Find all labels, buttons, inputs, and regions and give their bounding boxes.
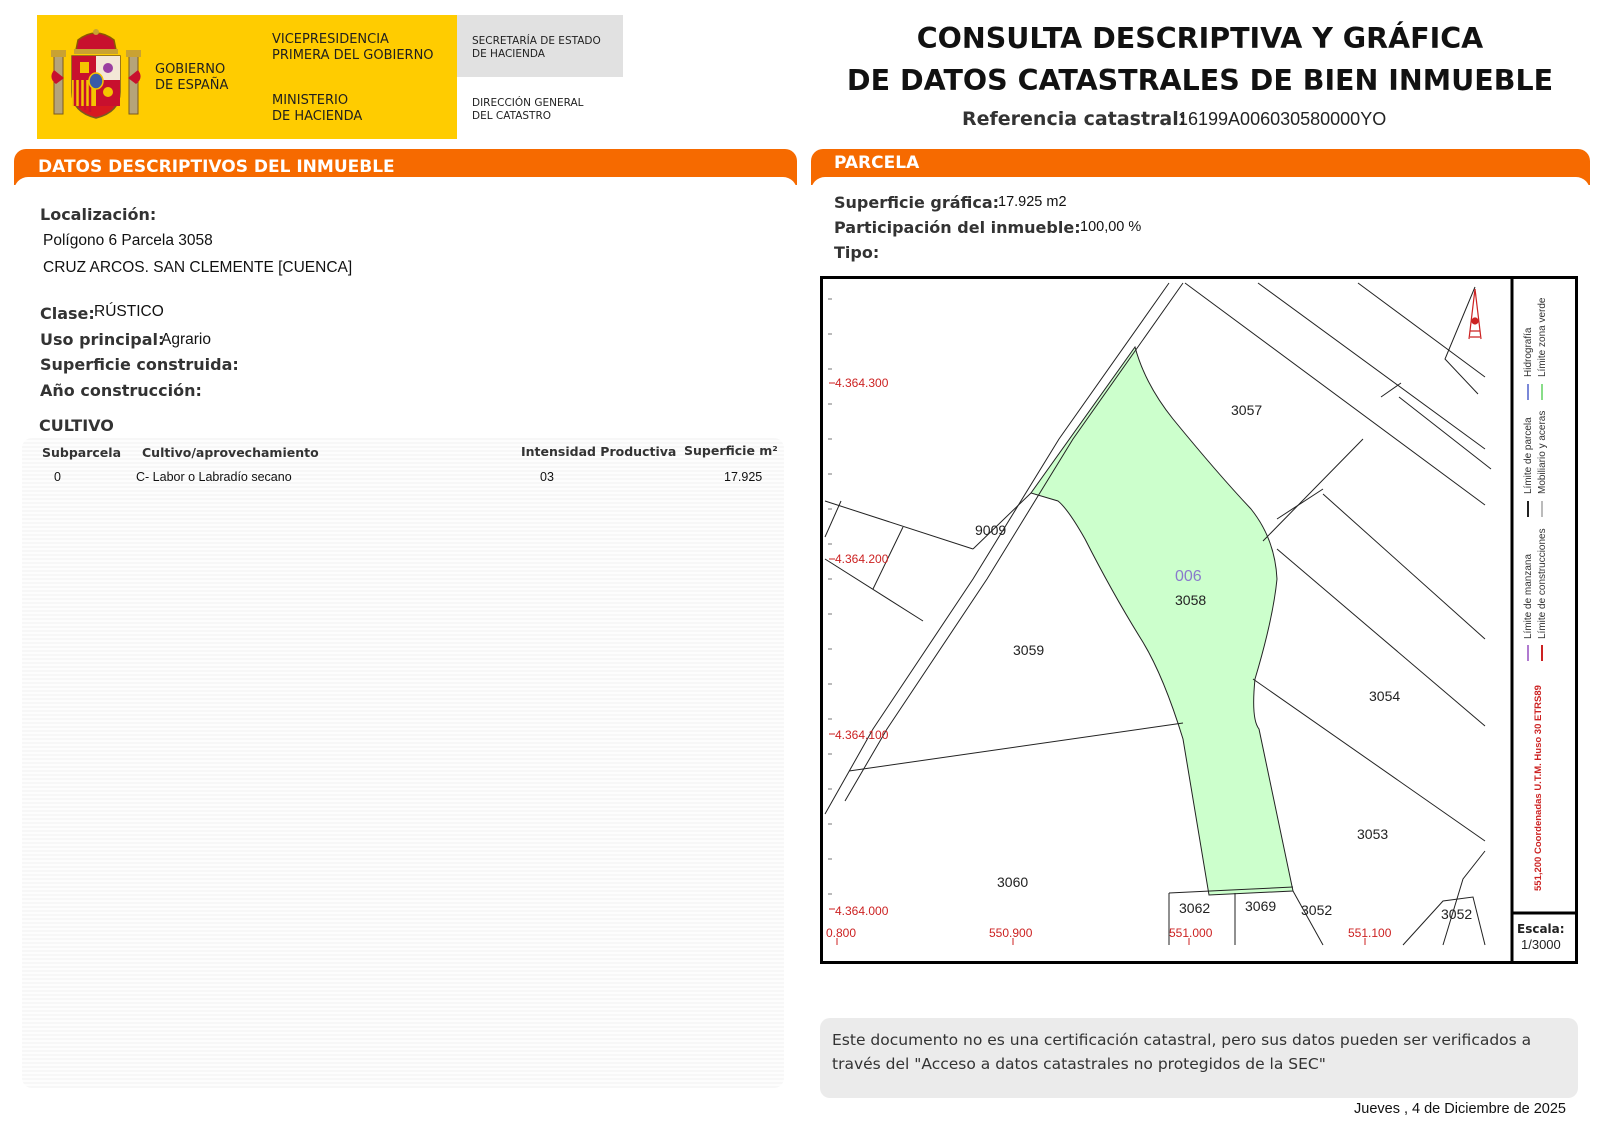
legend-zona-verde: Límite zona verde — [1537, 297, 1548, 377]
y-coord-label: 4.364.100 — [835, 728, 889, 742]
parcel-label: 3060 — [997, 874, 1029, 890]
participacion-label: Participación del inmueble: — [834, 218, 1081, 237]
gobierno-espana-text: GOBIERNO DE ESPAÑA — [155, 62, 229, 94]
secretaria-text: SECRETARÍA DE ESTADO DE HACIENDA — [472, 35, 601, 61]
table-header-intensidad: Intensidad Productiva — [521, 444, 677, 459]
table-cell-subparcela: 0 — [54, 470, 61, 484]
localizacion-line2: CRUZ ARCOS. SAN CLEMENTE [CUENCA] — [43, 259, 353, 276]
uso-value: Agrario — [161, 331, 211, 348]
table-header-superficie: Superficie m² — [684, 443, 778, 458]
y-coord-label: 4.364.000 — [835, 904, 889, 918]
parcel-3058-shape — [1031, 347, 1293, 895]
parcel-code: 006 — [1175, 568, 1202, 585]
disclaimer-notice: Este documento no es una certificación catastral, pero sus datos pueden ser verificados a través del "Acceso a datos catastrales no protegidos de la SEC" — [820, 1018, 1578, 1098]
parcel-label: 3053 — [1357, 826, 1389, 842]
superficie-grafica-value: 17.925 m2 — [998, 194, 1067, 210]
parcel-label: 3054 — [1369, 688, 1401, 704]
clase-label: Clase: — [40, 304, 95, 323]
table-cell-superficie: 17.925 — [724, 470, 763, 484]
parcela-header-bar — [811, 149, 1590, 185]
parcel-label: 3057 — [1231, 402, 1263, 418]
table-header-cultivo: Cultivo/aprovechamiento — [142, 445, 319, 460]
uso-label: Uso principal: — [40, 330, 165, 349]
parcel-label: 3062 — [1179, 900, 1211, 916]
x-coord-label: 550.900 — [989, 926, 1033, 940]
cadastral-map — [820, 276, 1578, 964]
table-cell-cultivo: C- Labor o Labradío secano — [136, 470, 292, 484]
referencia-label: Referencia catastral: — [962, 108, 1187, 130]
participacion-value: 100,00 % — [1080, 219, 1142, 235]
legend-hidrografia: Hidrografía — [1523, 327, 1534, 377]
document-title: CONSULTA DESCRIPTIVA Y GRÁFICA DE DATOS CATASTRALES DE BIEN INMUEBLE — [846, 22, 1554, 97]
localizacion-line1: Polígono 6 Parcela 3058 — [43, 232, 213, 249]
cultivo-table — [22, 438, 784, 1088]
localizacion-label: Localización: — [40, 205, 157, 224]
parcel-label: 3058 — [1175, 592, 1207, 608]
parcel-label: 3052 — [1441, 906, 1473, 922]
escala-label: Escala: — [1517, 922, 1565, 936]
x-coord-label: 0.800 — [826, 926, 857, 940]
table-header-subparcela: Subparcela — [42, 445, 122, 460]
coat-of-arms-icon — [50, 26, 142, 122]
x-coord-label: 551.000 — [1169, 926, 1213, 940]
vicepresidencia-text: VICEPRESIDENCIA PRIMERA DEL GOBIERNO — [272, 32, 434, 64]
legend-limite-parcela: Límite de parcela — [1523, 417, 1534, 494]
legend-limite-construcciones: Límite de construcciones — [1537, 528, 1548, 639]
parcel-label: 3069 — [1245, 898, 1277, 914]
clase-value: RÚSTICO — [94, 303, 164, 320]
parcel-label: 9009 — [975, 522, 1007, 538]
table-cell-intensidad: 03 — [540, 470, 554, 484]
cultivo-title: CULTIVO — [39, 416, 114, 435]
direccion-text: DIRECCIÓN GENERAL DEL CATASTRO — [472, 97, 584, 123]
descriptivos-title: DATOS DESCRIPTIVOS DEL INMUEBLE — [38, 157, 395, 177]
y-coord-label: 4.364.200 — [835, 552, 889, 566]
parcela-title: PARCELA — [834, 153, 920, 173]
y-coord-label: 4.364.300 — [835, 376, 889, 390]
legend-coord-system: 551,200 Coordenadas U.T.M. Huso 30 ETRS89 — [1533, 685, 1544, 891]
parcel-label: 3052 — [1301, 902, 1333, 918]
ministerio-text: MINISTERIO DE HACIENDA — [272, 93, 363, 125]
legend-limite-manzana: Límite de manzana — [1523, 553, 1534, 639]
x-coord-label: 551.100 — [1348, 926, 1392, 940]
superficie-grafica-label: Superficie gráfica: — [834, 193, 1000, 212]
superficie-construida-label: Superficie construida: — [40, 355, 239, 374]
tipo-label: Tipo: — [834, 243, 880, 262]
document-date: Jueves , 4 de Diciembre de 2025 — [1354, 1101, 1566, 1117]
anio-construccion-label: Año construcción: — [40, 381, 202, 400]
escala-value: 1/3000 — [1521, 937, 1561, 952]
referencia-value: 16199A006030580000YO — [1178, 109, 1387, 129]
legend-mobiliario: Mobiliario y aceras — [1537, 410, 1548, 494]
parcel-label: 3059 — [1013, 642, 1045, 658]
